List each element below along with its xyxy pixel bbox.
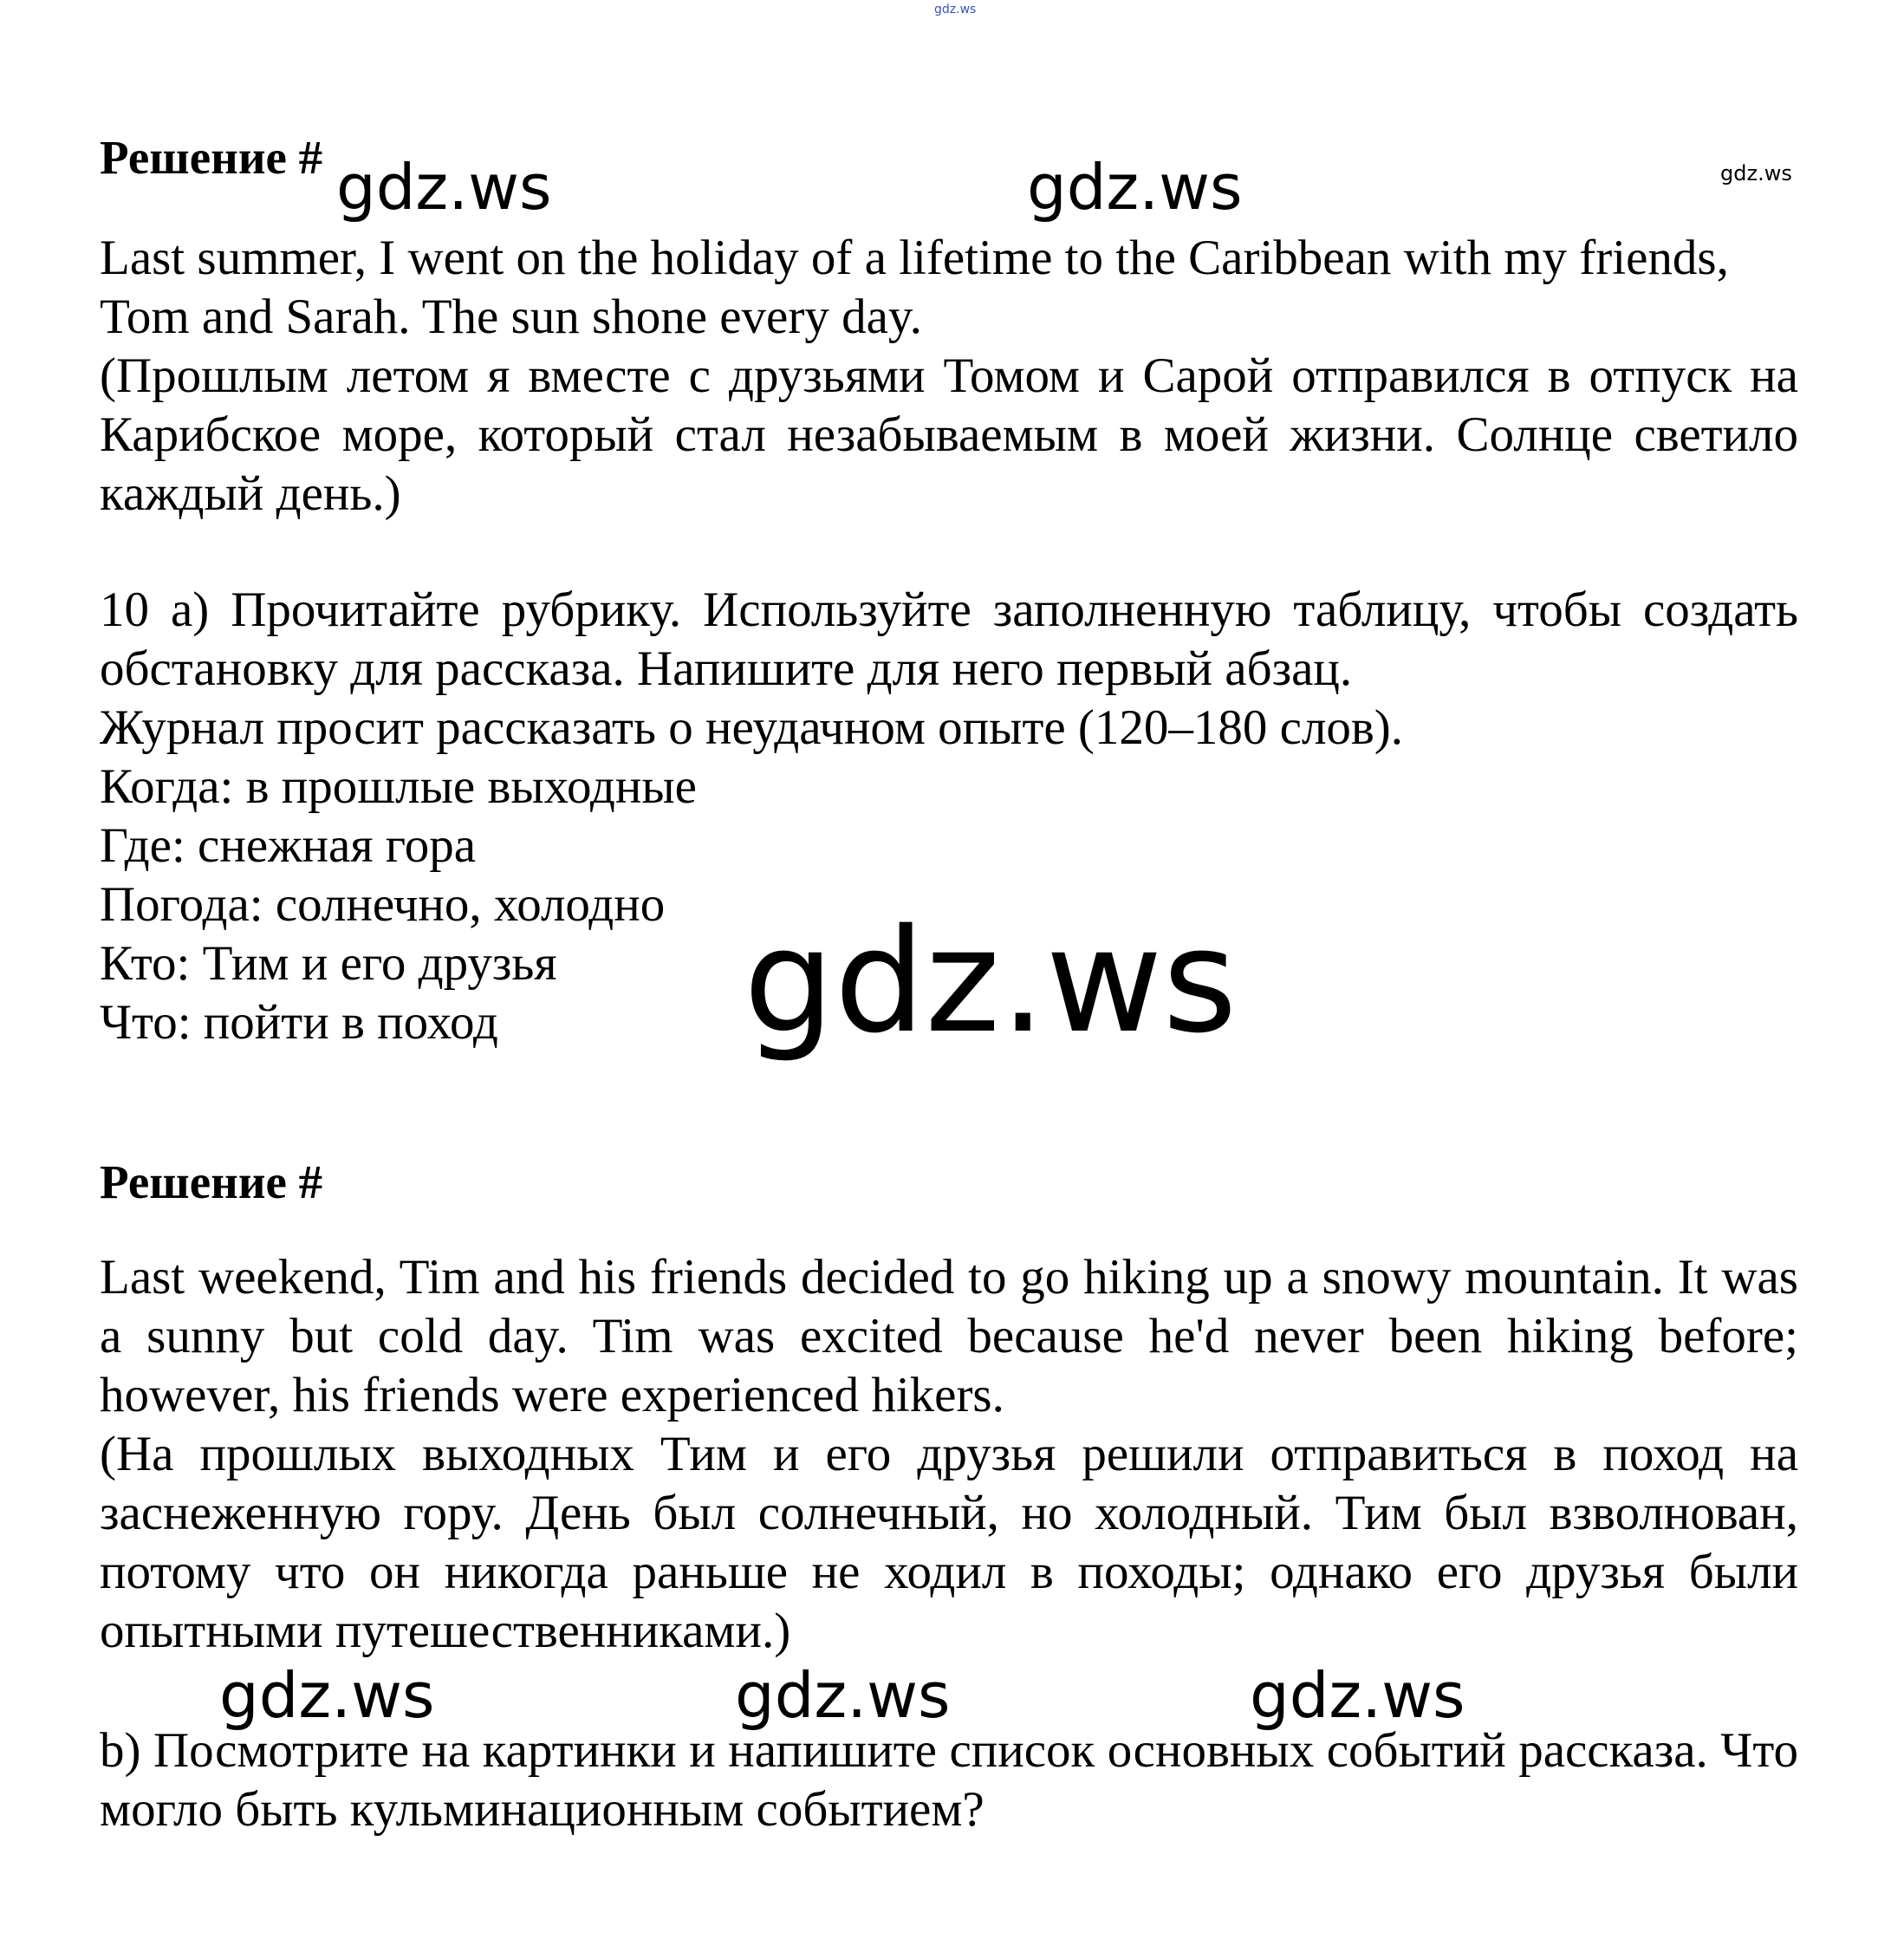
watermark-bottom-center: gdz.ws bbox=[735, 1659, 951, 1732]
section1-heading: Решение # bbox=[100, 131, 323, 184]
section1-answer-en: Last summer, I went on the holiday of a lifetime to the Caribbean with my friends, Tom and Sarah. The sun shone every day. bbox=[100, 231, 1729, 344]
section2-heading: Решение # bbox=[100, 1155, 323, 1208]
section2-answer-en: Last weekend, Tim and his friends decided to go hiking up a snowy mountain. It was a sunny but cold day. Tim was excited because he'd never been hiking before; however, his friends were experienced hikers. bbox=[100, 1250, 1798, 1422]
watermark-top-tiny: gdz.ws bbox=[934, 3, 977, 16]
task10a-who: Кто: Тим и его друзья bbox=[100, 936, 557, 991]
task10b-prompt: b) Посмотрите на картинки и напишите список основных событий рассказа. Что могло быть кульминационным событием? bbox=[100, 1723, 1798, 1837]
watermark-bottom-left: gdz.ws bbox=[219, 1659, 435, 1732]
watermark-header-center: gdz.ws bbox=[1027, 151, 1243, 224]
watermark-header-left: gdz.ws bbox=[336, 151, 552, 224]
watermark-middle-big: gdz.ws bbox=[744, 898, 1238, 1064]
section1-answer-ru: (Прошлым летом я вместе с друзьями Томом и Сарой отправился в отпуск на Карибское море, который стал незабываемым в моей жизни. Солнце светило каждый день.) bbox=[100, 348, 1798, 521]
watermark-bottom-right: gdz.ws bbox=[1250, 1659, 1465, 1732]
task10a-prompt: 10 a) Прочитайте рубрику. Используйте заполненную таблицу, чтобы создать обстановку для рассказа. Напишите для него первый абзац. bbox=[100, 582, 1798, 696]
watermark-top-right: gdz.ws bbox=[1720, 161, 1792, 185]
task10a-weather: Погода: солнечно, холодно bbox=[100, 877, 666, 932]
task10a-rubric: Журнал просит рассказать о неудачном опыте (120–180 слов). bbox=[100, 700, 1404, 755]
section2-answer-ru: (На прошлых выходных Тим и его друзья решили отправиться в поход на заснеженную гору. День был солнечный, но холодный. Тим был взволнован, потому что он никогда раньше не ходил в походы; однако его друзья были опытными путешественниками.) bbox=[100, 1427, 1798, 1658]
task10a-where: Где: снежная гора bbox=[100, 818, 477, 873]
task10a-what: Что: пойти в поход bbox=[100, 995, 498, 1050]
task10a-when: Когда: в прошлые выходные bbox=[100, 759, 697, 814]
